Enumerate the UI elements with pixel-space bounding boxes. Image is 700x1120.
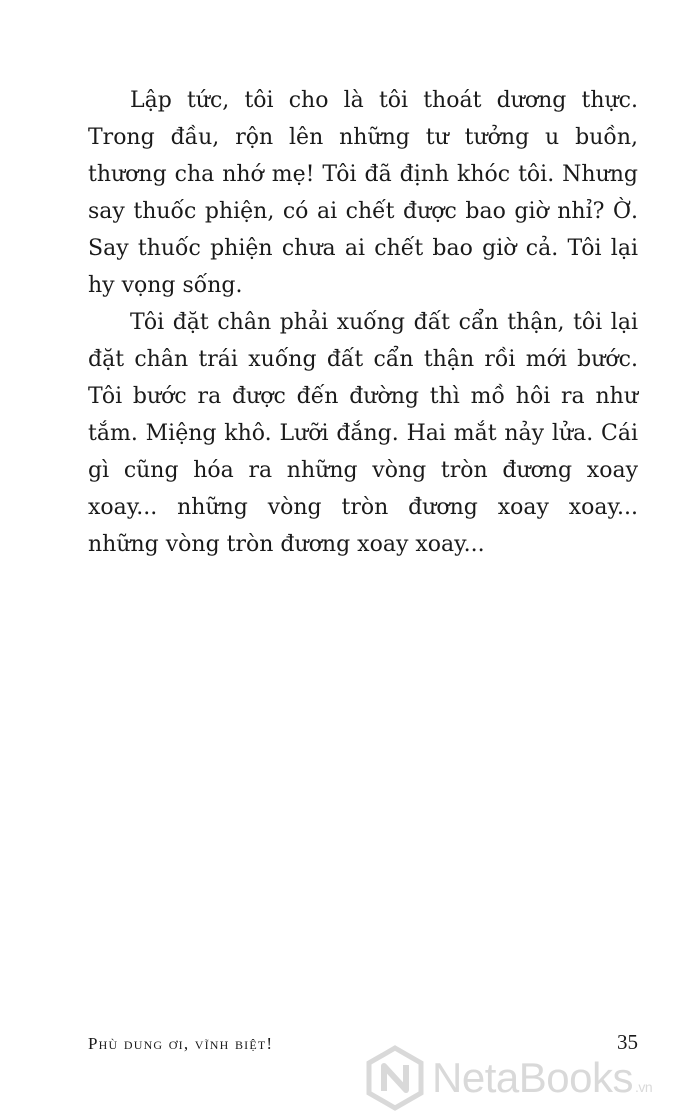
paragraph: Tôi đặt chân phải xuống đất cẩn thận, tôi lại đặt chân trái xuống đất cẩn thận rồi mới bước. Tôi bước ra được đến đường thì mồ hôi ra như tắm. Miệng khô. Lưỡi đắng. Hai mắt nảy lửa. Cái gì cũng hóa ra những vòng tròn đương xoay xoay... những vòng tròn đương xoay xoay... những vòng tròn đương xoay xoay... xyxy=(88,310,638,557)
page-number: 35 xyxy=(617,1030,638,1054)
watermark-suffix: .vn xyxy=(634,1079,653,1095)
running-title: Phù dung ơi, vĩnh biệt! xyxy=(88,1034,274,1053)
watermark-brand: NetaBooks xyxy=(432,1054,633,1101)
paragraph: Lập tức, tôi cho là tôi thoát dương thực. Trong đầu, rộn lên những tư tưởng u buồn, thương cha nhớ mẹ! Tôi đã định khóc tôi. Nhưng say thuốc phiện, có ai chết được bao giờ nhỉ? Ờ. Say thuốc phiện chưa ai chết bao giờ cả. Tôi lại hy vọng sống. xyxy=(88,88,638,298)
netabooks-logo-icon xyxy=(362,1045,428,1111)
watermark xyxy=(362,1040,692,1116)
watermark-text xyxy=(432,1054,652,1102)
body-text xyxy=(88,82,638,563)
